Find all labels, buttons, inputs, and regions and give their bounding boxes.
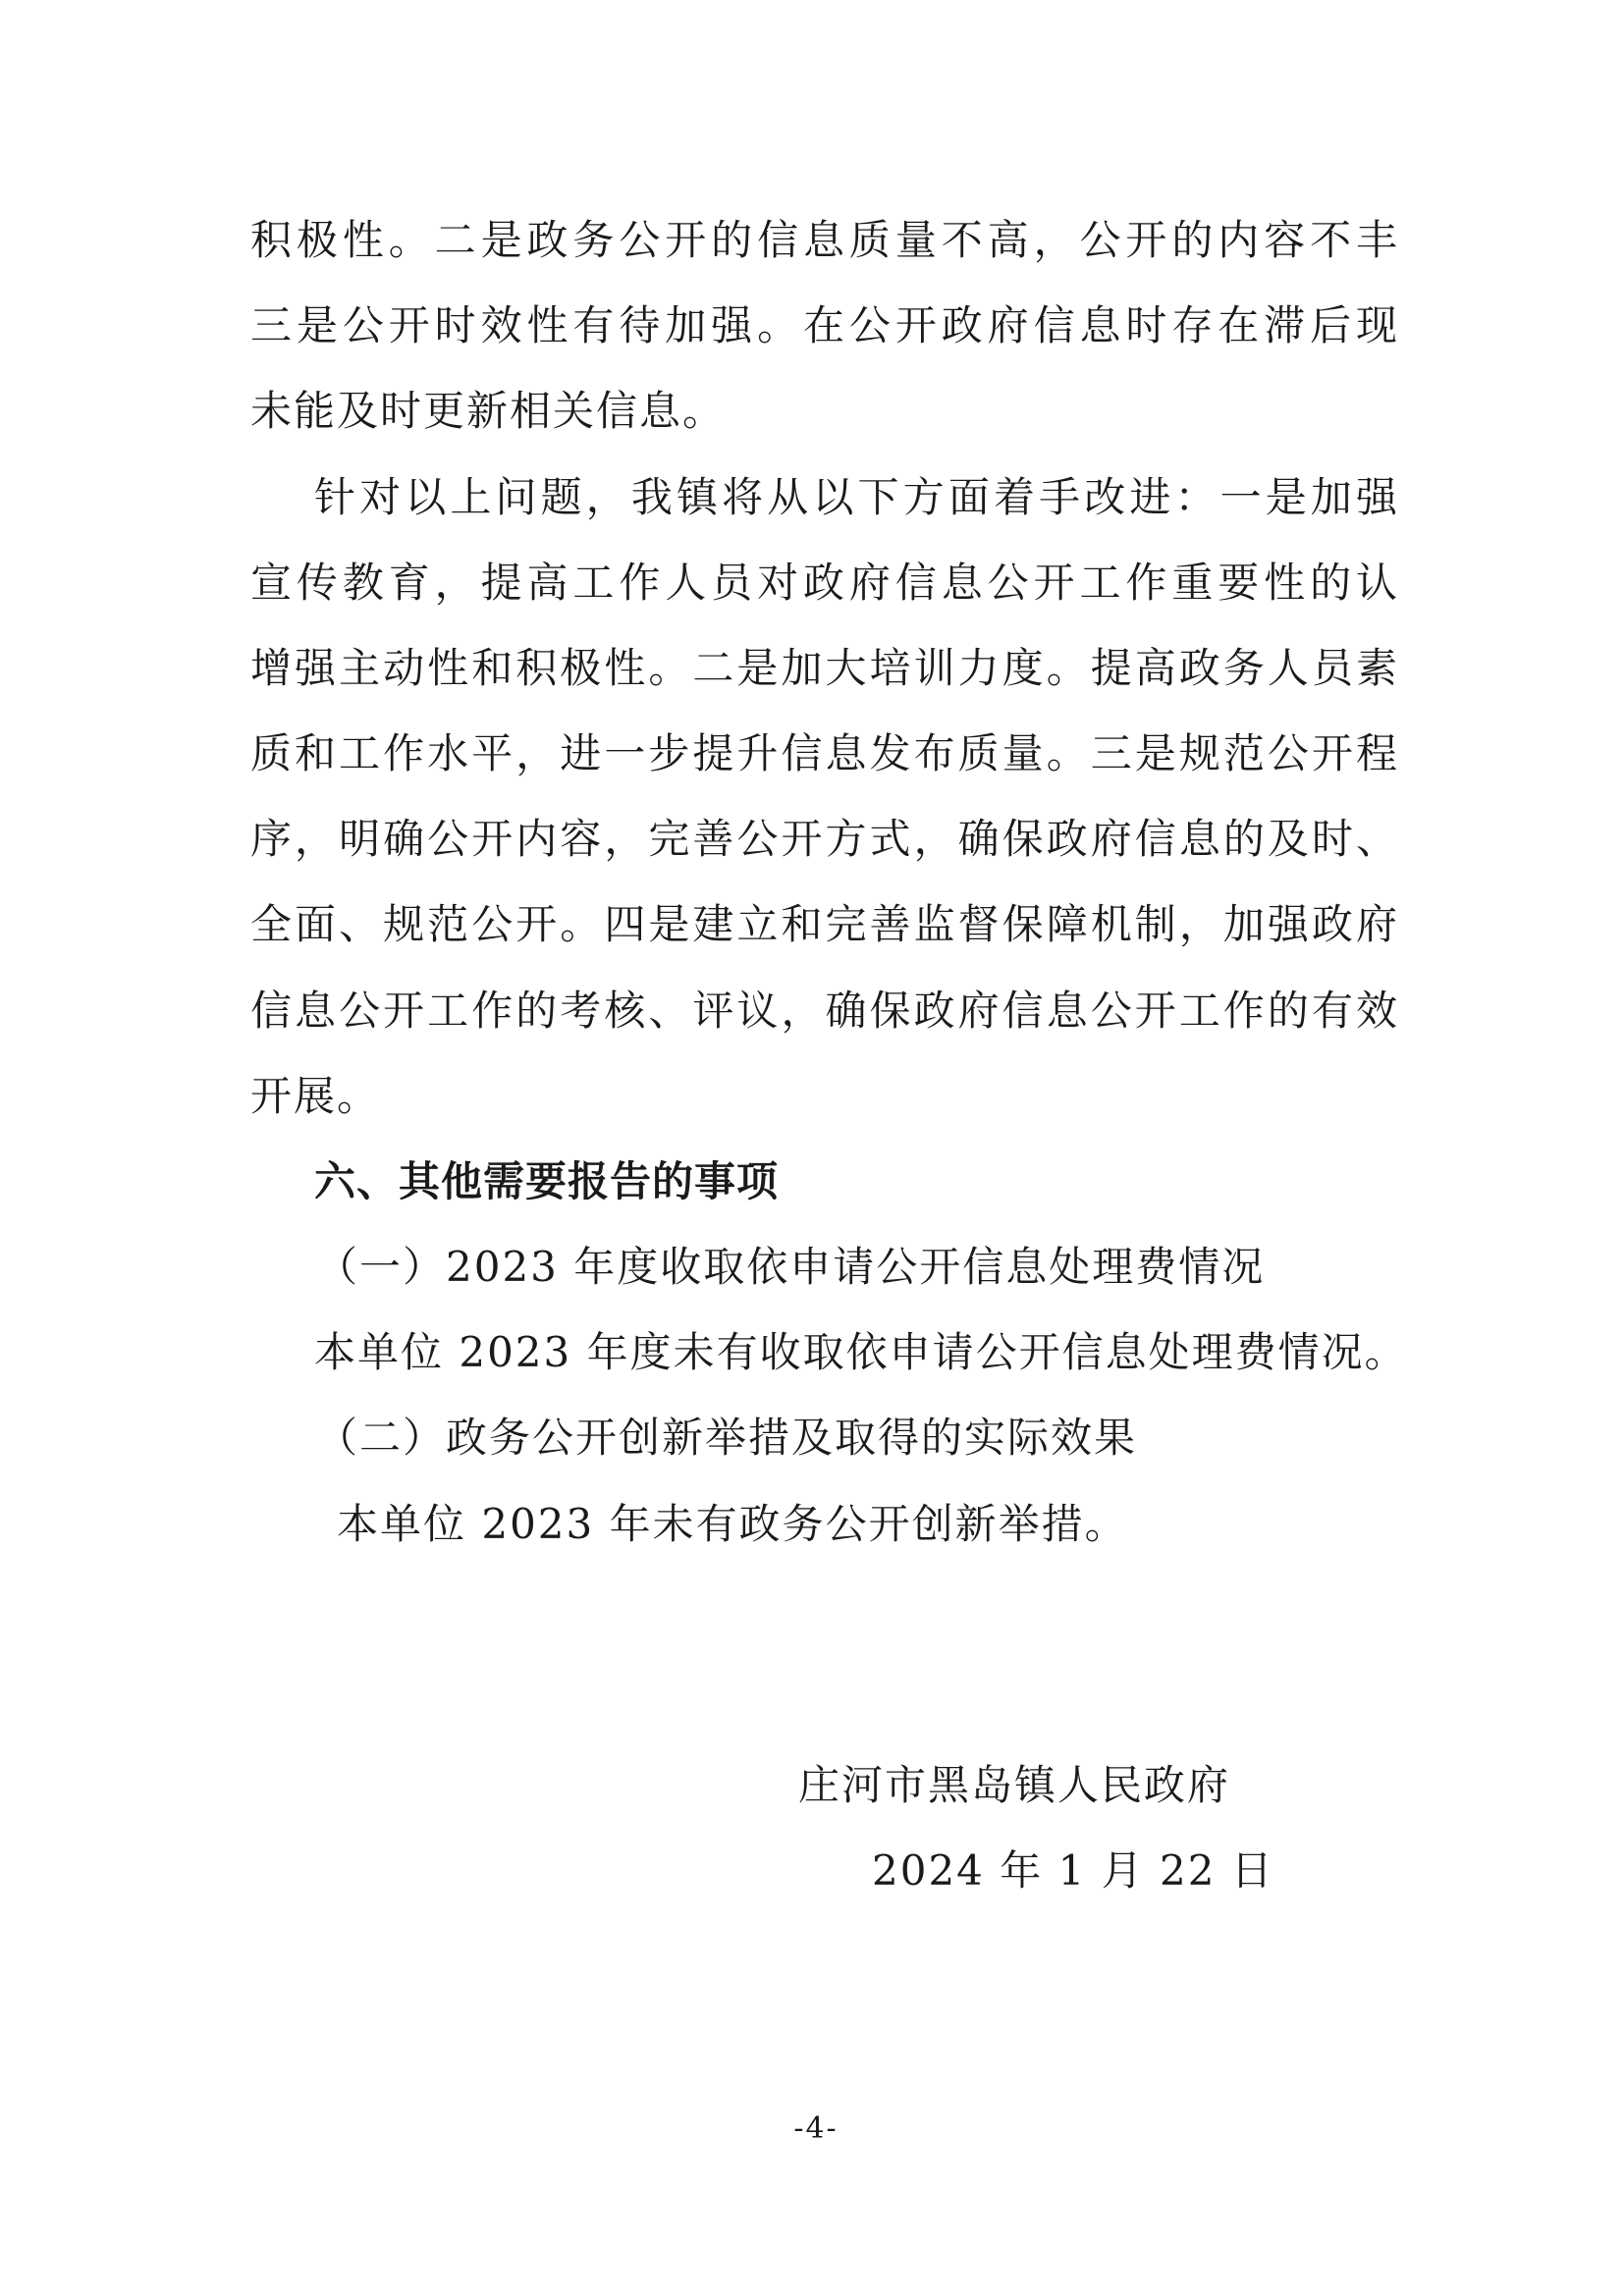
paragraph-line: 序，明确公开内容，完善公开方式，确保政府信息的及时、 (250, 815, 1399, 863)
subsection-title: （二）政务公开创新举措及取得的实际效果 (316, 1414, 1138, 1462)
paragraph-line: 质和工作水平，进一步提升信息发布质量。三是规范公开程 (250, 729, 1399, 777)
page-number: -4- (793, 2111, 839, 2146)
signature-date: 2024 年 1 月 22 日 (872, 1846, 1274, 1895)
paragraph-line: 信息公开工作的考核、评议，确保政府信息公开工作的有效 (250, 987, 1399, 1035)
section-heading: 六、其他需要报告的事项 (314, 1157, 780, 1205)
signature-org: 庄河市黑岛镇人民政府 (798, 1761, 1231, 1809)
paragraph-line: 积极性。二是政务公开的信息质量不高，公开的内容不丰 (250, 216, 1399, 264)
paragraph-line: 增强主动性和积极性。二是加大培训力度。提高政务人员素 (250, 644, 1399, 692)
paragraph-line: 开展。 (250, 1072, 381, 1120)
paragraph-line: 三是公开时效性有待加强。在公开政府信息时存在滞后现 (250, 301, 1399, 349)
subsection-body: 本单位 2023 年未有政务公开创新举措。 (337, 1500, 1128, 1548)
paragraph-line: 针对以上问题，我镇将从以下方面着手改进：一是加强 (314, 473, 1399, 521)
subsection-body: 本单位 2023 年度未有收取依申请公开信息处理费情况。 (314, 1328, 1408, 1376)
paragraph-line: 全面、规范公开。四是建立和完善监督保障机制，加强政府 (250, 900, 1399, 948)
paragraph-line: 宣传教育，提高工作人员对政府信息公开工作重要性的认 (250, 559, 1399, 607)
paragraph-line: 未能及时更新相关信息。 (250, 387, 727, 435)
subsection-title: （一）2023 年度收取依申请公开信息处理费情况 (316, 1243, 1266, 1291)
